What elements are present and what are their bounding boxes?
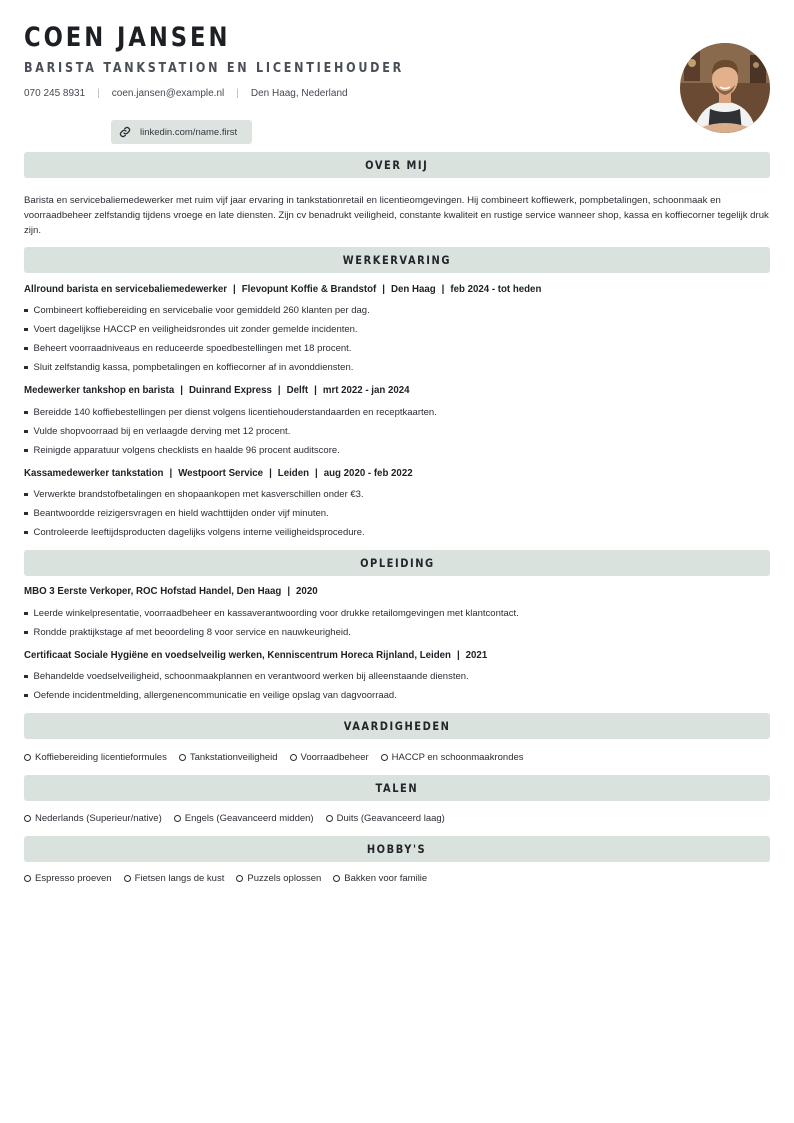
job-title: BARISTA TANKSTATION EN LICENTIEHOUDER: [24, 61, 404, 76]
section-about-header: OVER MIJ: [24, 152, 770, 178]
about-text: Barista en servicebaliemedewerker met ruim vijf jaar ervaring in tankstationretail en licentieomgevingen. Hij combineert koffiewerk, pompbetalingen, schoonmaak en voorraadbeheer zelfstandig tijdens vroege en late diensten. Zijn cv benadrukt veiligheid, constante kwaliteit en rustige service wanneer shop, kassa en koffiecorner tegelijk druk zijn.: [24, 195, 769, 236]
skill-item: Tankstationveiligheid: [179, 752, 278, 763]
section-skills-header: VAARDIGHEDEN: [24, 713, 770, 739]
hobby-item: Bakken voor familie: [333, 873, 427, 884]
list-item: Combineert koffiebereiding en servicebalie voor gemiddeld 260 klanten per dag.: [24, 305, 370, 316]
linkedin-link[interactable]: [111, 120, 252, 144]
list-item: Sluit zelfstandig kassa, pompbetalingen en koffiecorner af in avonddiensten.: [24, 362, 353, 373]
list-item: Bereidde 140 koffiebestellingen per dienst volgens licentiehouderstandaarden en receptkaarten.: [24, 407, 437, 418]
language-item: Engels (Geavanceerd midden): [174, 813, 314, 824]
email[interactable]: coen.jansen@example.nl: [111, 88, 225, 99]
list-item: Voert dagelijkse HACCP en veiligheidsrondes uit zonder gemelde incidenten.: [24, 324, 358, 335]
link-icon: [119, 126, 131, 138]
education-title: Certificaat Sociale Hygiëne en voedselveilig werken, Kenniscentrum Horeca Rijnland, Leiden | 2021: [24, 650, 488, 661]
location: Den Haag, Nederland: [250, 88, 348, 99]
hobbies-list: [24, 873, 439, 884]
candidate-name: COEN JANSEN: [24, 22, 231, 53]
list-item: Behandelde voedselveiligheid, schoonmaakplannen en verantwoord werken bij alleenstaande diensten.: [24, 671, 469, 682]
skills-list: [24, 752, 536, 763]
list-item: Verwerkte brandstofbetalingen en shopaankopen met kasverschillen onder €3.: [24, 489, 364, 500]
section-experience-header: WERKERVARING: [24, 247, 770, 273]
contact-line: [24, 88, 348, 99]
skill-item: Voorraadbeheer: [290, 752, 369, 763]
profile-photo: [680, 43, 770, 133]
list-item: Controleerde leeftijdsproducten dagelijks volgens interne veiligheidsprocedure.: [24, 527, 365, 538]
section-languages-header: TALEN: [24, 775, 770, 801]
language-item: Nederlands (Superieur/native): [24, 813, 162, 824]
section-education-header: OPLEIDING: [24, 550, 770, 576]
languages-list: [24, 813, 457, 824]
list-item: Beheert voorraadniveaus en reduceerde spoedbestellingen met 18 procent.: [24, 343, 351, 354]
skill-item: HACCP en schoonmaakrondes: [381, 752, 524, 763]
phone: 070 245 8931: [24, 88, 86, 99]
experience-title: Kassamedewerker tankstation | Westpoort Service | Leiden | aug 2020 - feb 2022: [24, 468, 413, 479]
education-title: MBO 3 Eerste Verkoper, ROC Hofstad Handel, Den Haag | 2020: [24, 586, 318, 597]
list-item: Rondde praktijkstage af met beoordeling 8 voor service en nauwkeurigheid.: [24, 627, 351, 638]
section-hobbies-header: HOBBY'S: [24, 836, 770, 862]
list-item: Reinigde apparatuur volgens checklists en haalde 96 procent auditscore.: [24, 445, 340, 456]
experience-title: Medewerker tankshop en barista | Duinrand Express | Delft | mrt 2022 - jan 2024: [24, 385, 410, 396]
list-item: Vulde shopvoorraad bij en verlaagde derving met 12 procent.: [24, 426, 290, 437]
linkedin-url: linkedin.com/name.first: [140, 126, 238, 138]
hobby-item: Espresso proeven: [24, 873, 112, 884]
language-item: Duits (Geavanceerd laag): [326, 813, 445, 824]
hobby-item: Fietsen langs de kust: [124, 873, 225, 884]
hobby-item: Puzzels oplossen: [236, 873, 321, 884]
contact-separator: |: [97, 88, 100, 99]
skill-item: Koffiebereiding licentieformules: [24, 752, 167, 763]
experience-title: Allround barista en servicebaliemedewerker | Flevopunt Koffie & Brandstof | Den Haag | feb 2024 - tot heden: [24, 284, 542, 295]
list-item: Oefende incidentmelding, allergenencommunicatie en veilige opslag van dagvoorraad.: [24, 690, 397, 701]
profile-photo-icon: [680, 43, 770, 133]
list-item: Leerde winkelpresentatie, voorraadbeheer en kassaverantwoording voor drukke retailomgevingen met klantcontact.: [24, 608, 519, 619]
list-item: Beantwoordde reizigersvragen en hield wachttijden onder vijf minuten.: [24, 508, 329, 519]
contact-separator: |: [236, 88, 239, 99]
